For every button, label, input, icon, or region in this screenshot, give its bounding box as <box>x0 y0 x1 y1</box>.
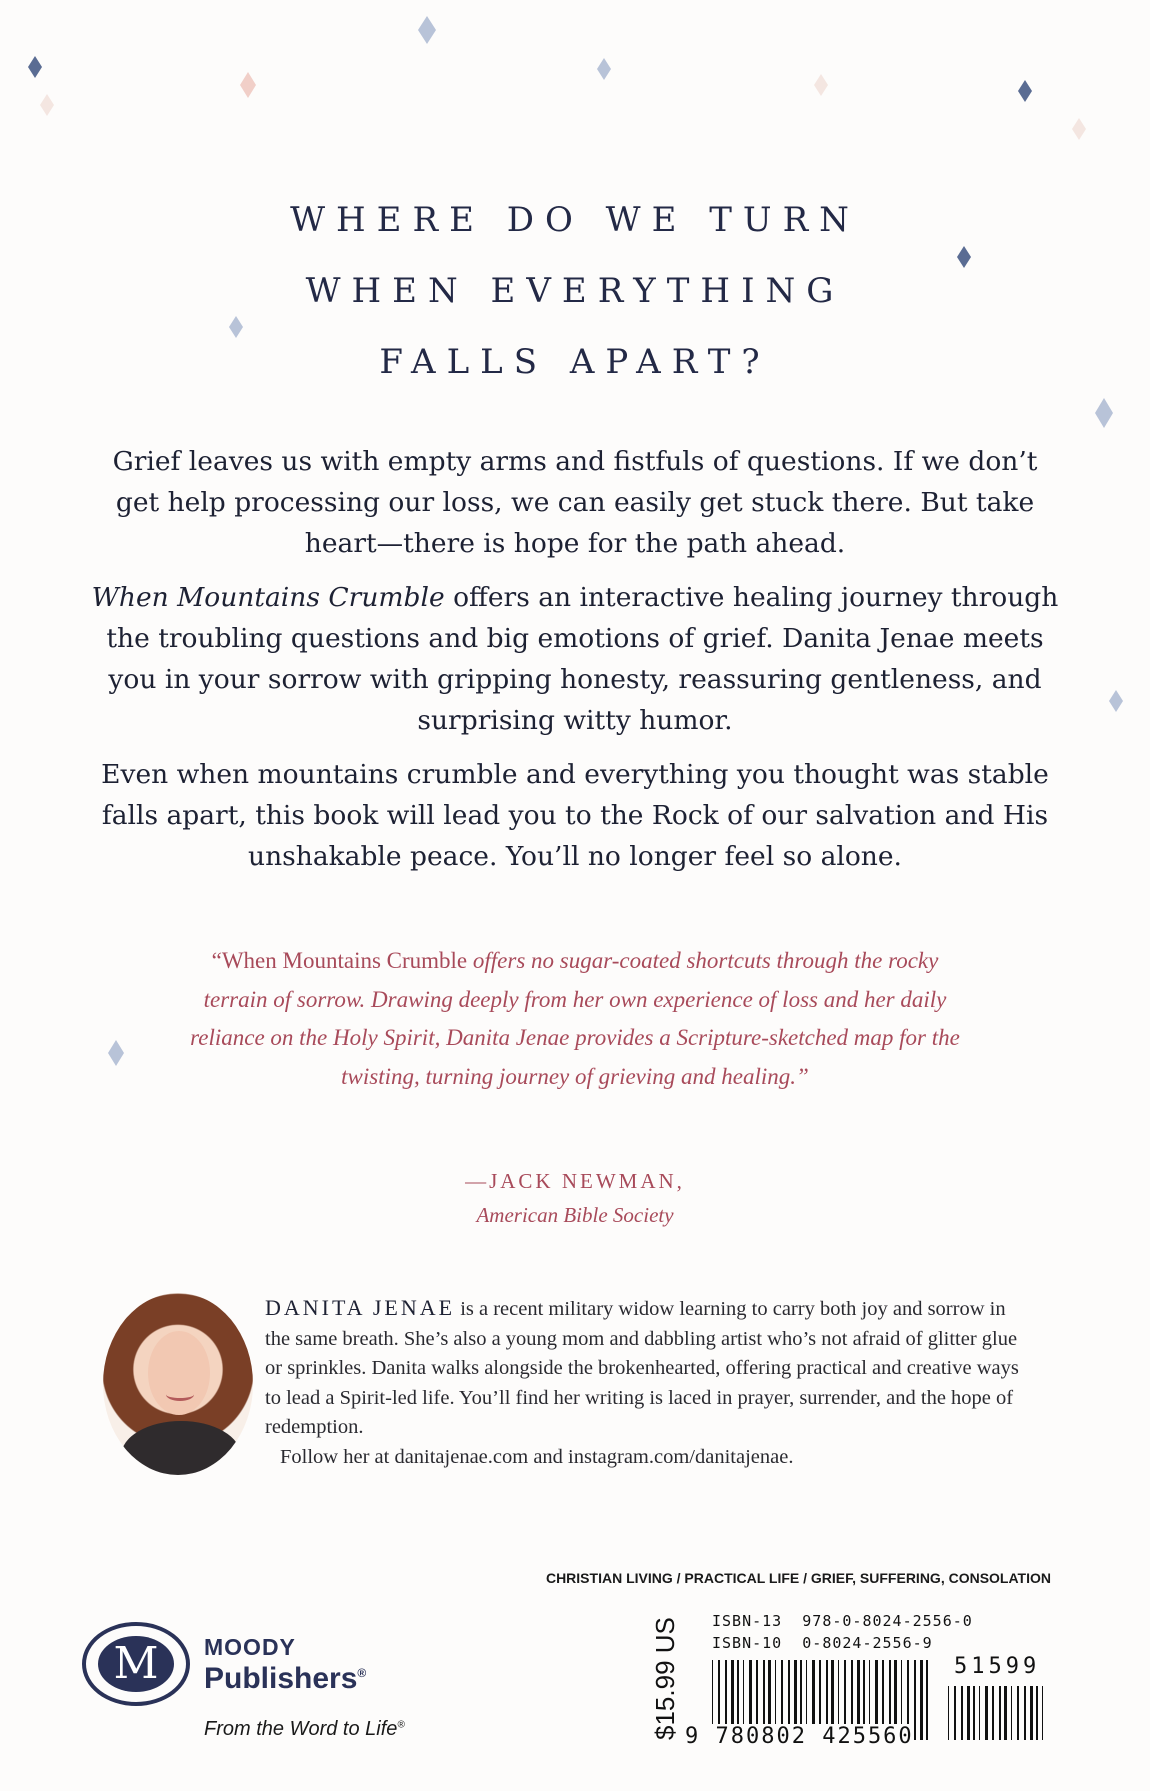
category-line: CHRISTIAN LIVING / PRACTICAL LIFE / GRIEF, SUFFERING, CONSOLATION <box>545 1570 1051 1586</box>
endorsement-affiliation: American Bible Society <box>476 1203 674 1227</box>
endorsement-author: —JACK NEWMAN, <box>465 1169 685 1193</box>
price: $15.99 US <box>650 1617 680 1740</box>
moody-logo-icon: M <box>82 1622 190 1706</box>
decorative-diamond <box>1095 398 1113 428</box>
headline-line-3: FALLS APART? <box>379 342 771 382</box>
headline-line-2: WHEN EVERYTHING <box>305 271 845 311</box>
decorative-diamond <box>597 58 611 80</box>
author-follow: Follow her at danitajenae.com and instagram.com/danitajenae. <box>280 1445 794 1468</box>
headline-line-1: WHERE DO WE TURN <box>290 200 860 240</box>
decorative-diamond <box>40 94 54 116</box>
addon-digits: 51599 <box>954 1654 1041 1679</box>
decorative-diamond <box>418 16 436 44</box>
decorative-diamond <box>240 72 256 98</box>
book-title: When Mountains Crumble <box>91 582 445 613</box>
author-name: DANITA JENAE <box>265 1295 456 1320</box>
decorative-diamond <box>1072 118 1086 140</box>
decorative-diamond <box>1109 690 1123 712</box>
decorative-diamond <box>28 56 42 78</box>
decorative-diamond <box>1018 80 1032 102</box>
publisher-name-bottom: Publishers® <box>204 1662 367 1695</box>
addon-barcode-icon <box>948 1686 1048 1740</box>
decorative-diamond <box>229 316 243 338</box>
decorative-diamond <box>814 74 828 96</box>
isbn-13: ISBN-13 978-0-8024-2556-0 <box>712 1612 973 1630</box>
description-paragraph-3: Even when mountains crumble and everything you thought was stable falls apart, this book will lead you to the Rock of our salvation and His unshakable peace. You’ll no longer feel so alone. <box>101 759 1049 872</box>
isbn-10: ISBN-10 0-8024-2556-9 <box>712 1634 933 1652</box>
author-photo <box>103 1293 253 1475</box>
book-description <box>90 441 1060 890</box>
decorative-diamond <box>957 246 971 268</box>
author-bio: DANITA JENAE is a recent military widow learning to carry both joy and sorrow in the same breath. She’s also a young mom and dabbling artist who’s not afraid of glitter glue or sprinkles. Danita walks alongside the brokenhearted, offering practical and creative ways to lead a Spirit-led life. You’ll find her writing is laced in prayer, surrender, and the hope of redemption. Follow her at danitajenae.com and instagram.com/danitajenae. <box>265 1295 1019 1468</box>
description-paragraph-2: When Mountains Crumble offers an interactive healing journey through the troubling questions and big emotions of grief. Danita Jenae meets you in your sorrow with gripping honesty, reassuring gentleness, and surprising witty humor. <box>91 582 1059 736</box>
publisher-name-top: MOODY <box>204 1634 296 1660</box>
description-paragraph-1: Grief leaves us with empty arms and fistfuls of questions. If we don’t get help processing our loss, we can easily get stuck there. But take heart—there is hope for the path ahead. <box>112 446 1038 559</box>
publisher-tagline: From the Word to Life® <box>204 1718 405 1740</box>
decorative-diamond <box>108 1040 124 1066</box>
barcode-digits: 9 780802 425560 <box>685 1724 914 1749</box>
endorsement-quote: “When Mountains Crumble offers no sugar-coated shortcuts through the rocky terrain of sorrow. Drawing deeply from her own experience of loss and her daily reliance on the Holy Spirit, Danita Jenae provides a Scripture-sketched map for the twisting, turning journey of grieving and healing.” <box>190 948 960 1089</box>
